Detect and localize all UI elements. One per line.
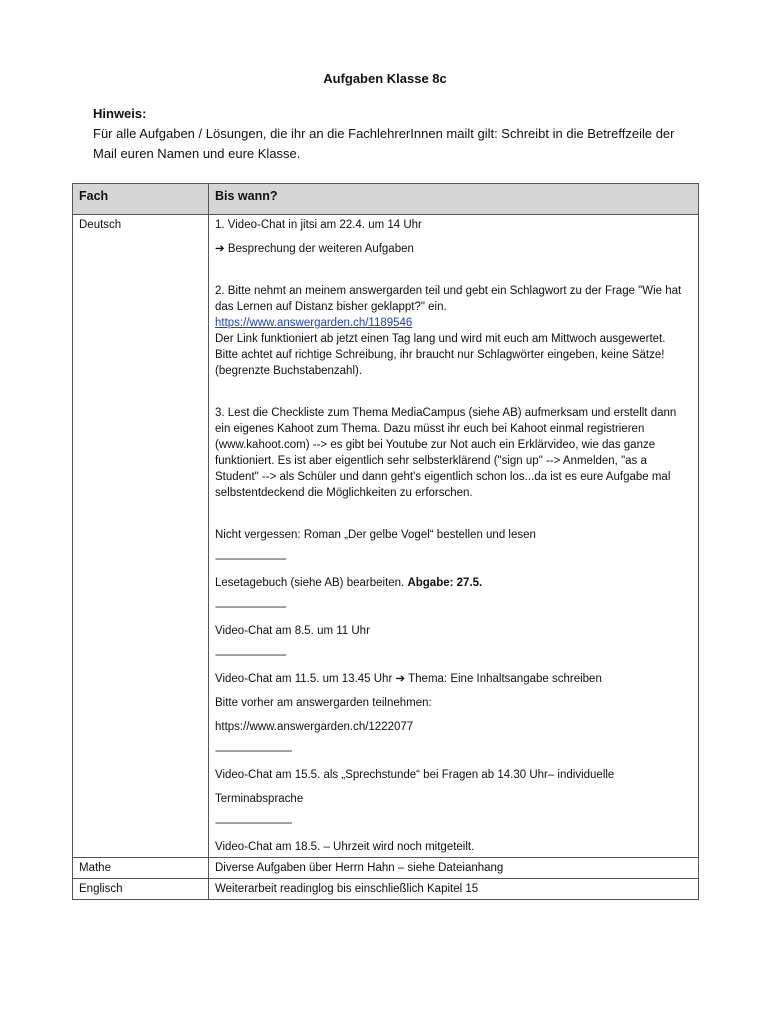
answergarden-link[interactable]: https://www.answergarden.ch/1189546: [215, 317, 413, 329]
header-deadline: Bis wann?: [209, 184, 699, 215]
task-videochat-11-5: [215, 671, 692, 687]
task-besprechung-text: Besprechung der weiteren Aufgaben: [227, 243, 414, 255]
englisch-tasks-cell: Weiterarbeit readinglog bis einschließlich Kapitel 15: [209, 879, 699, 900]
task-besprechung: [215, 241, 692, 257]
task-answergarden-prepare: Bitte vorher am answergarden teilnehmen:: [215, 697, 432, 709]
table-row-mathe: [73, 858, 699, 879]
task-lesetagebuch-deadline: Abgabe: 27.5.: [407, 577, 483, 589]
subject-cell: Mathe: [73, 858, 209, 879]
task-answergarden-note: Der Link funktioniert ab jetzt einen Tag lang und wird mit euch am Mittwoch ausgewertet.: [215, 333, 666, 345]
task-terminabsprache: Terminabsprache: [215, 793, 304, 805]
subject-cell: Deutsch: [73, 215, 209, 858]
assignments-table: [72, 183, 699, 900]
task-lesetagebuch: [215, 575, 692, 591]
hint-block: [93, 104, 693, 164]
task-roman: Nicht vergessen: Roman „Der gelbe Vogel“ bestellen und lesen: [215, 529, 536, 541]
table-header-row: [73, 184, 699, 215]
task-videochat-11-5-topic: Thema: Eine Inhaltsangabe schreiben: [408, 673, 602, 685]
separator-line: -------------------------: [215, 553, 286, 565]
table-row-deutsch: [73, 215, 699, 858]
task-answergarden-hint: Bitte achtet auf richtige Schreibung, ihr braucht nur Schlagwörter eingeben, keine Sätze! (begrenzte Buchstabenzahl).: [215, 349, 665, 377]
subject-cell: Englisch: [73, 879, 209, 900]
task-videochat-18-5: Video-Chat am 18.5. – Uhrzeit wird noch mitgeteilt.: [215, 841, 475, 853]
task-kahoot: 3. Lest die Checkliste zum Thema MediaCampus (siehe AB) aufmerksam und erstellt dann ein eigenes Kahoot zum Thema. Dazu müsst ihr euch bei Kahoot einmal registrieren (www.kahoot.com) --> es gibt bei Youtube zur Not auch ein Erklärvideo, wie das ganze funktioniert. Es ist aber eigentlich sehr selbsterklärend ("sign up" --> Anmelden, "as a Student" --> als Schüler und dann geht's eigentlich schon los...da ist es eure Aufgabe mal selbstentdeckend die Möglichkeiten zu erforschen.: [215, 407, 677, 499]
separator-line: ---------------------------: [215, 745, 292, 757]
separator-line: ---------------------------: [215, 817, 292, 829]
hint-text: Für alle Aufgaben / Lösungen, die ihr an die FachlehrerInnen mailt gilt: Schreibt in die Betreffzeile der Mail euren Namen und eure Klasse.: [93, 126, 675, 161]
hint-label: Hinweis:: [93, 106, 147, 121]
page-title: Aufgaben Klasse 8c: [323, 71, 447, 86]
separator-line: -------------------------: [215, 601, 286, 613]
header-subject: Fach: [73, 184, 209, 215]
task-videochat-8-5: Video-Chat am 8.5. um 11 Uhr: [215, 625, 370, 637]
task-lesetagebuch-text: Lesetagebuch (siehe AB) bearbeiten.: [215, 577, 405, 589]
separator-line: -------------------------: [215, 649, 286, 661]
deutsch-tasks-cell: [209, 215, 699, 858]
answergarden-url-text: https://www.answergarden.ch/1222077: [215, 721, 414, 733]
mathe-tasks-cell: Diverse Aufgaben über Herrn Hahn – siehe Dateianhang: [209, 858, 699, 879]
task-sprechstunde: Video-Chat am 15.5. als „Sprechstunde“ bei Fragen ab 14.30 Uhr– individuelle: [215, 769, 615, 781]
task-answergarden-text: 2. Bitte nehmt an meinem answergarden teil und gebt ein Schlagwort zu der Frage "Wie hat das Lernen auf Distanz bisher geklappt?" ein.: [215, 285, 682, 313]
arrow-right-icon: ➔: [215, 243, 225, 255]
arrow-right-icon: ➔: [395, 673, 406, 685]
task-videochat-11-5-text: Video-Chat am 11.5. um 13.45 Uhr: [215, 673, 393, 685]
task-videochat-22-4: 1. Video-Chat in jitsi am 22.4. um 14 Uhr: [215, 219, 422, 231]
table-row-englisch: [73, 879, 699, 900]
